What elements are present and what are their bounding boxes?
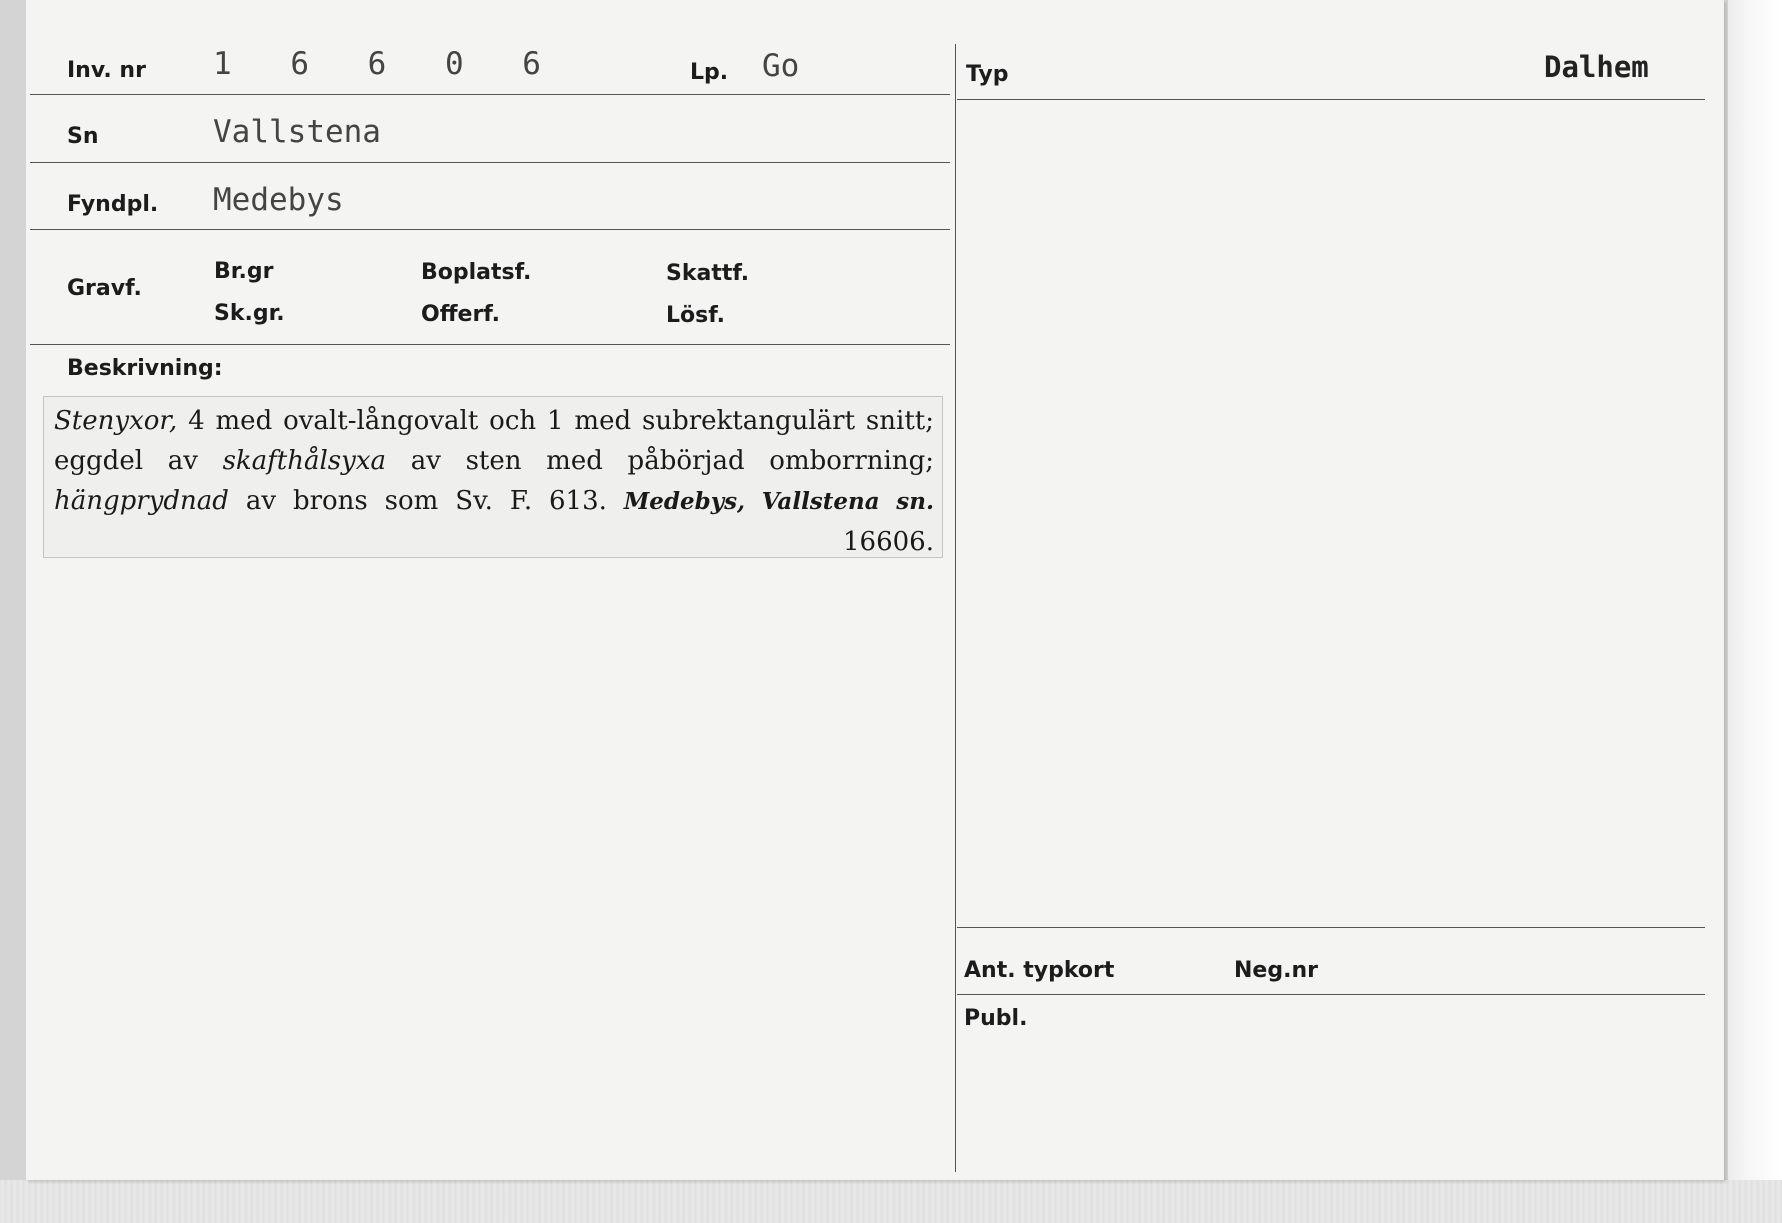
description-line-3: [54, 481, 934, 522]
publ-label: Publ.: [964, 1006, 1028, 1031]
inv-nr-value: 1 6 6 0 6: [213, 46, 561, 82]
catalog-card: [26, 0, 1724, 1180]
description-text: [54, 401, 934, 562]
lp-label: Lp.: [690, 60, 729, 85]
divider-fyndpl: [30, 229, 950, 230]
beskrivning-label: Beskrivning:: [67, 356, 223, 381]
column-divider: [955, 44, 956, 1172]
typ-value: Dalhem: [1544, 50, 1649, 84]
fyndpl-value: Medebys: [213, 182, 344, 218]
sn-value: Vallstena: [213, 114, 381, 150]
description-text-2a: eggdel av: [54, 446, 223, 476]
description-line-4: 16606.: [843, 527, 934, 557]
skattf-label: Skattf.: [666, 261, 750, 286]
neg-nr-label: Neg.nr: [1234, 958, 1318, 983]
br-gr-label: Br.gr: [214, 259, 274, 284]
divider-ant-typkort-top: [957, 927, 1705, 928]
description-findplace: Medebys, Vallstena sn.: [623, 488, 934, 515]
lp-value: Go: [762, 48, 800, 84]
divider-sn: [30, 162, 950, 163]
description-text-1: 4 med ovalt-långovalt och 1 med subrektangulärt snitt;: [177, 406, 934, 436]
gravf-label: Gravf.: [67, 276, 142, 301]
sk-gr-label: Sk.gr.: [214, 301, 285, 326]
divider-publ-top: [957, 994, 1705, 995]
boplatsf-label: Boplatsf.: [421, 260, 532, 285]
description-line-1: [54, 401, 934, 441]
divider-gravf: [30, 344, 950, 345]
description-term-stenyxor: Stenyxor,: [54, 406, 178, 436]
divider-typ: [957, 99, 1705, 100]
scan-background-right: [1728, 0, 1782, 1223]
losf-label: Lösf.: [666, 303, 725, 328]
scan-background-bottom: [0, 1180, 1782, 1223]
typ-label: Typ: [966, 62, 1009, 87]
description-text-3b: av brons som Sv. F. 613.: [228, 486, 624, 516]
sn-label: Sn: [67, 124, 99, 149]
offerf-label: Offerf.: [421, 302, 501, 327]
ant-typkort-label: Ant. typkort: [964, 958, 1115, 983]
fyndpl-label: Fyndpl.: [67, 192, 159, 217]
divider-inv: [30, 94, 950, 95]
description-text-2c: av sten med påbörjad omborrning;: [386, 446, 934, 476]
description-term-skafthalsyxa: skafthålsyxa: [222, 446, 387, 476]
description-term-hangprydnad: hängprydnad: [54, 486, 229, 516]
inv-nr-label: Inv. nr: [67, 58, 146, 83]
description-line-2: [54, 441, 934, 481]
